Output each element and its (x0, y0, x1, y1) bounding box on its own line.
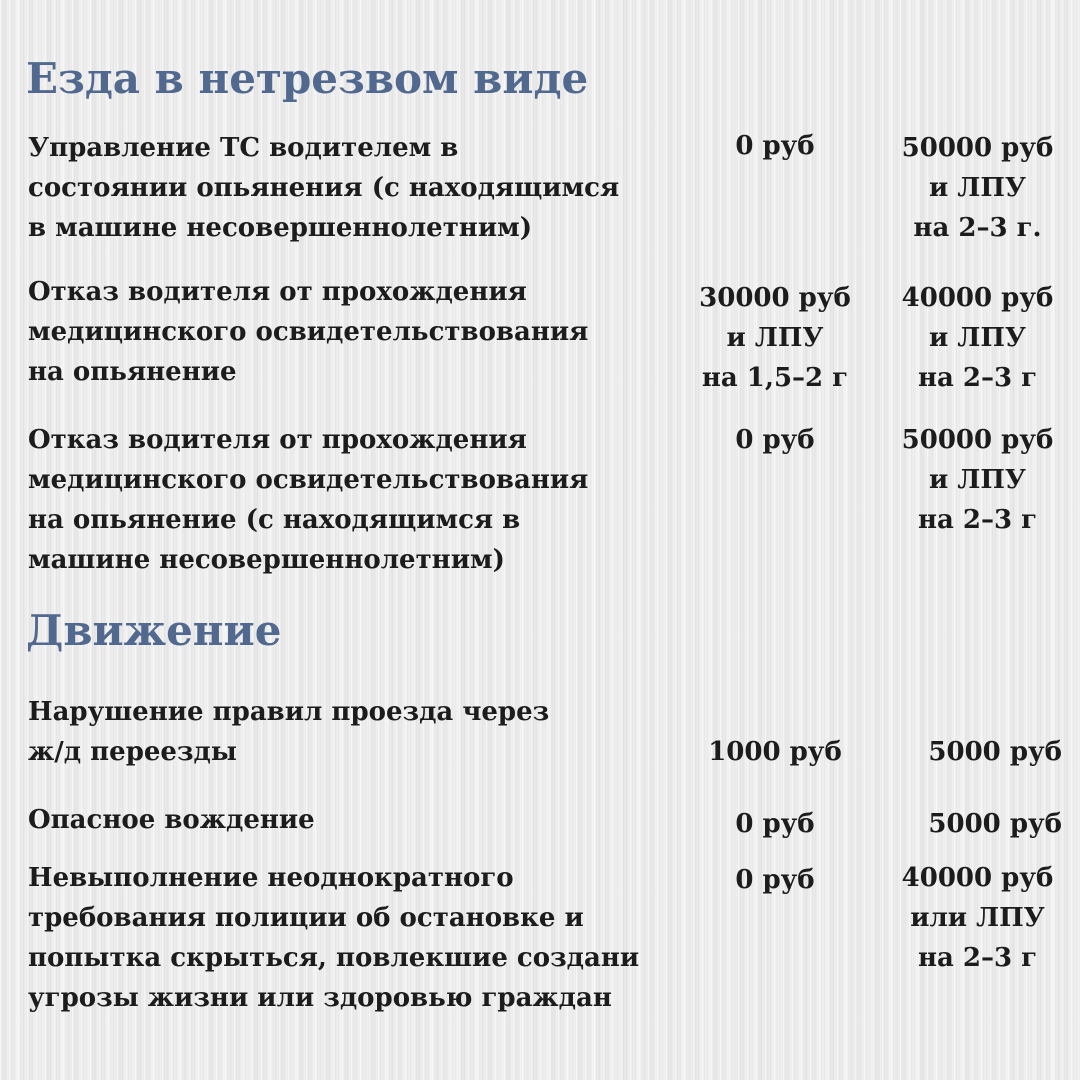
section-title-driving: Движение (26, 606, 282, 655)
section-title-drunk-driving: Езда в нетрезвом виде (26, 54, 589, 103)
fine-first-offense: 30000 руб и ЛПУ на 1,5–2 г (699, 283, 851, 393)
row-description: Нарушение правил проезда через ж/д переезды (28, 697, 550, 767)
row-description: Управление ТС водителем в состоянии опьянения (с находящимся в машине несовершеннолетним) (28, 133, 620, 243)
fine-first-offense: 1000 руб (708, 737, 842, 767)
fine-first-offense: 0 руб (735, 131, 815, 161)
row-description: Опасное вождение (28, 805, 315, 835)
fine-repeat-offense: 50000 руб и ЛПУ на 2–3 г. (901, 133, 1054, 243)
fine-first-offense: 0 руб (735, 865, 815, 895)
fine-repeat-offense: 5000 руб (928, 809, 1062, 839)
fine-repeat-offense: 40000 руб или ЛПУ на 2–3 г (901, 863, 1054, 973)
fine-repeat-offense: 5000 руб (928, 737, 1062, 767)
fine-first-offense: 0 руб (735, 425, 815, 455)
row-description: Невыполнение неоднократного требования полиции об остановке и попытка скрыться, повлекшие создани угрозы жизни или здоровью граждан (28, 863, 640, 1013)
fine-repeat-offense: 50000 руб и ЛПУ на 2–3 г (901, 425, 1054, 535)
row-description: Отказ водителя от прохождения медицинского освидетельствования на опьянение (28, 277, 589, 387)
fine-repeat-offense: 40000 руб и ЛПУ на 2–3 г (901, 283, 1054, 393)
row-description: Отказ водителя от прохождения медицинского освидетельствования на опьянение (с находящимся в машине несовершеннолетним) (28, 425, 589, 575)
fine-first-offense: 0 руб (735, 809, 815, 839)
